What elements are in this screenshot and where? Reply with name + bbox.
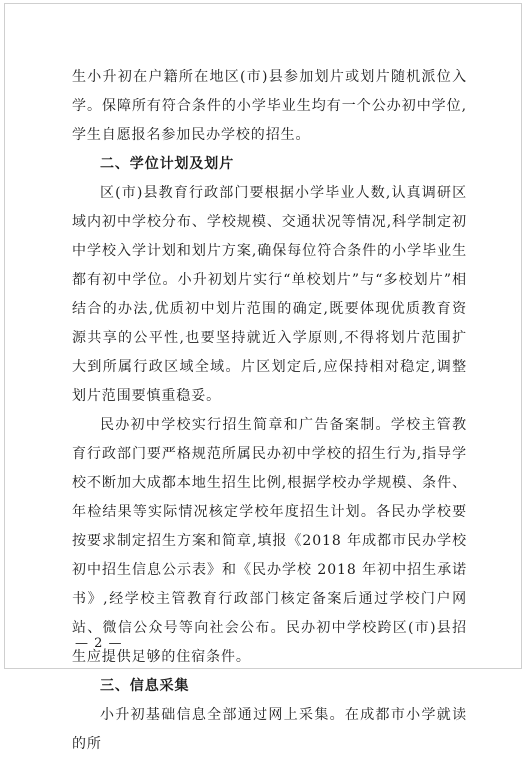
section-heading-enrollment-plan: 二、学位计划及划片: [100, 156, 235, 172]
section-heading-info-collection: 三、信息采集: [100, 678, 190, 694]
document-body: [72, 63, 467, 759]
paragraph-private-schools: 民办初中学校实行招生简章和广告备案制。学校主管教育行政部门要严格规范所属民办初中学校的招生行为,指导学校不断加大成都本地生招生比例,根据学校办学规模、条件、年检结果等实际情况核定学校年度招生计划。各民办学校要按要求制定招生方案和简章,填报《2018 年成都市民办学校初中招生信息公示表》和《民办学校 2018 年初中招生承诺书》,经学校主管教育行政部门核定备案后通过学校门户网站、微信公众号等向社会公布。民办初中学校跨区(市)县招生应提供足够的住宿条件。: [72, 417, 467, 665]
paragraph-intro: 生小升初在户籍所在地区(市)县参加划片或划片随机派位入学。保障所有符合条件的小学毕业生均有一个公办初中学位,学生自愿报名参加民办学校的招生。: [72, 69, 467, 143]
page-number: — 2 —: [75, 636, 123, 651]
paragraph-zoning: 区(市)县教育行政部门要根据小学毕业人数,认真调研区域内初中学校分布、学校规模、交通状况等情况,科学制定初中学校入学计划和划片方案,确保每位符合条件的小学毕业生都有初中学位。小升初划片实行“单校划片”与“多校划片”相结合的办法,优质初中划片范围的确定,既要体现优质教育资源共享的公平性,也要坚持就近入学原则,不得将划片范围扩大到所属行政区域全域。片区划定后,应保持相对稳定,调整划片范围要慎重稳妥。: [72, 185, 467, 404]
paragraph-info-collection: 小升初基础信息全部通过网上采集。在成都市小学就读的所: [72, 707, 467, 752]
